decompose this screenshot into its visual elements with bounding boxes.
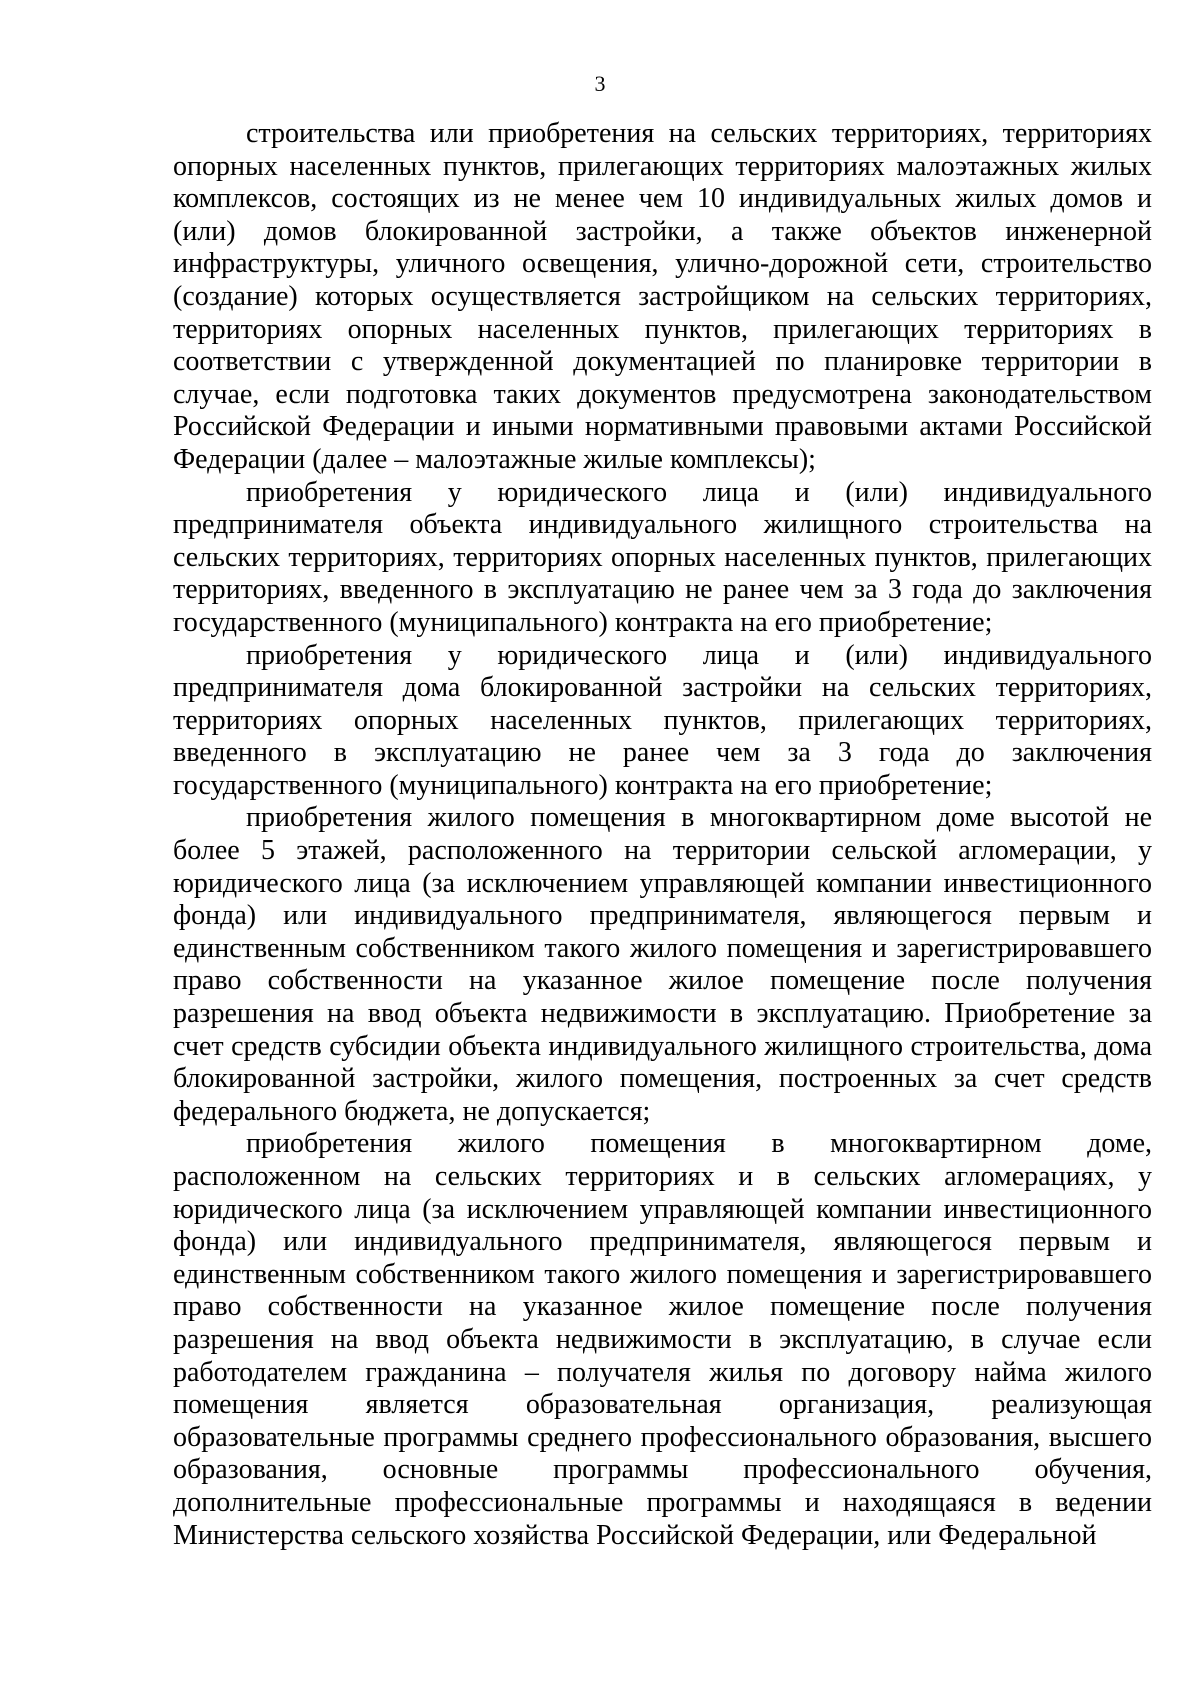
paragraph-blocked-house: приобретения у юридического лица и (или) индивидуального предпринимателя дома блокированной застройки на сельских территориях, территориях опорных населенных пунктов, прилегающих территориях, введенного в эксплуатацию не ранее чем за 3 года до заключения государственного (муниципального) контракта на его приобретение; (173, 639, 1152, 801)
paragraph-apartment-employer: приобретения жилого помещения в многоквартирном доме, расположенном на сельских территориях и в сельских агломерациях, у юридического лица (за исключением управляющей компании инвестиционного фонда) или индивидуального предпринимателя, являющегося первым и единственным собственником такого жилого помещения и зарегистрировавшего право собственности на указанное жилое помещение после получения разрешения на ввод объекта недвижимости в эксплуатацию, в случае если работодателем гражданина – получателя жилья по договору найма жилого помещения является образовательная организация, реализующая образовательные программы среднего профессионального образования, высшего образования, основные программы профессионального обучения, дополнительные профессиональные программы и находящаяся в ведении Министерства сельского хозяйства Российской Федерации, или Федеральной (173, 1128, 1152, 1551)
paragraph-individual-house: приобретения у юридического лица и (или) индивидуального предпринимателя объекта индивидуального жилищного строительства на сельских территориях, территориях опорных населенных пунктов, прилегающих территориях, введенного в эксплуатацию не ранее чем за 3 года до заключения государственного (муниципального) контракта на его приобретение; (173, 476, 1152, 638)
paragraph-low-rise-complexes: строительства или приобретения на сельских территориях, территориях опорных населенных пунктов, прилегающих территориях малоэтажных жилых комплексов, состоящих из не менее чем 10 индивидуальных жилых домов и (или) домов блокированной застройки, а также объектов инженерной инфраструктуры, уличного освещения, улично-дорожной сети, строительство (создание) которых осуществляется застройщиком на сельских территориях, территориях опорных населенных пунктов, прилегающих территориях в соответствии с утвержденной документацией по планировке территории в случае, если подготовка таких документов предусмотрена законодательством Российской Федерации и иными нормативными правовыми актами Российской Федерации (далее – малоэтажные жилые комплексы); (173, 118, 1152, 475)
document-body (173, 118, 1152, 1552)
page-number: 3 (594, 71, 606, 96)
paragraph-apartment-agglomeration: приобретения жилого помещения в многоквартирном доме высотой не более 5 этажей, расположенного на территории сельской агломерации, у юридического лица (за исключением управляющей компании инвестиционного фонда) или индивидуального предпринимателя, являющегося первым и единственным собственником такого жилого помещения и зарегистрировавшего право собственности на указанное жилое помещение после получения разрешения на ввод объекта недвижимости в эксплуатацию. Приобретение за счет средств субсидии объекта индивидуального жилищного строительства, дома блокированной застройки, жилого помещения, построенных за счет средств федерального бюджета, не допускается; (173, 802, 1152, 1127)
